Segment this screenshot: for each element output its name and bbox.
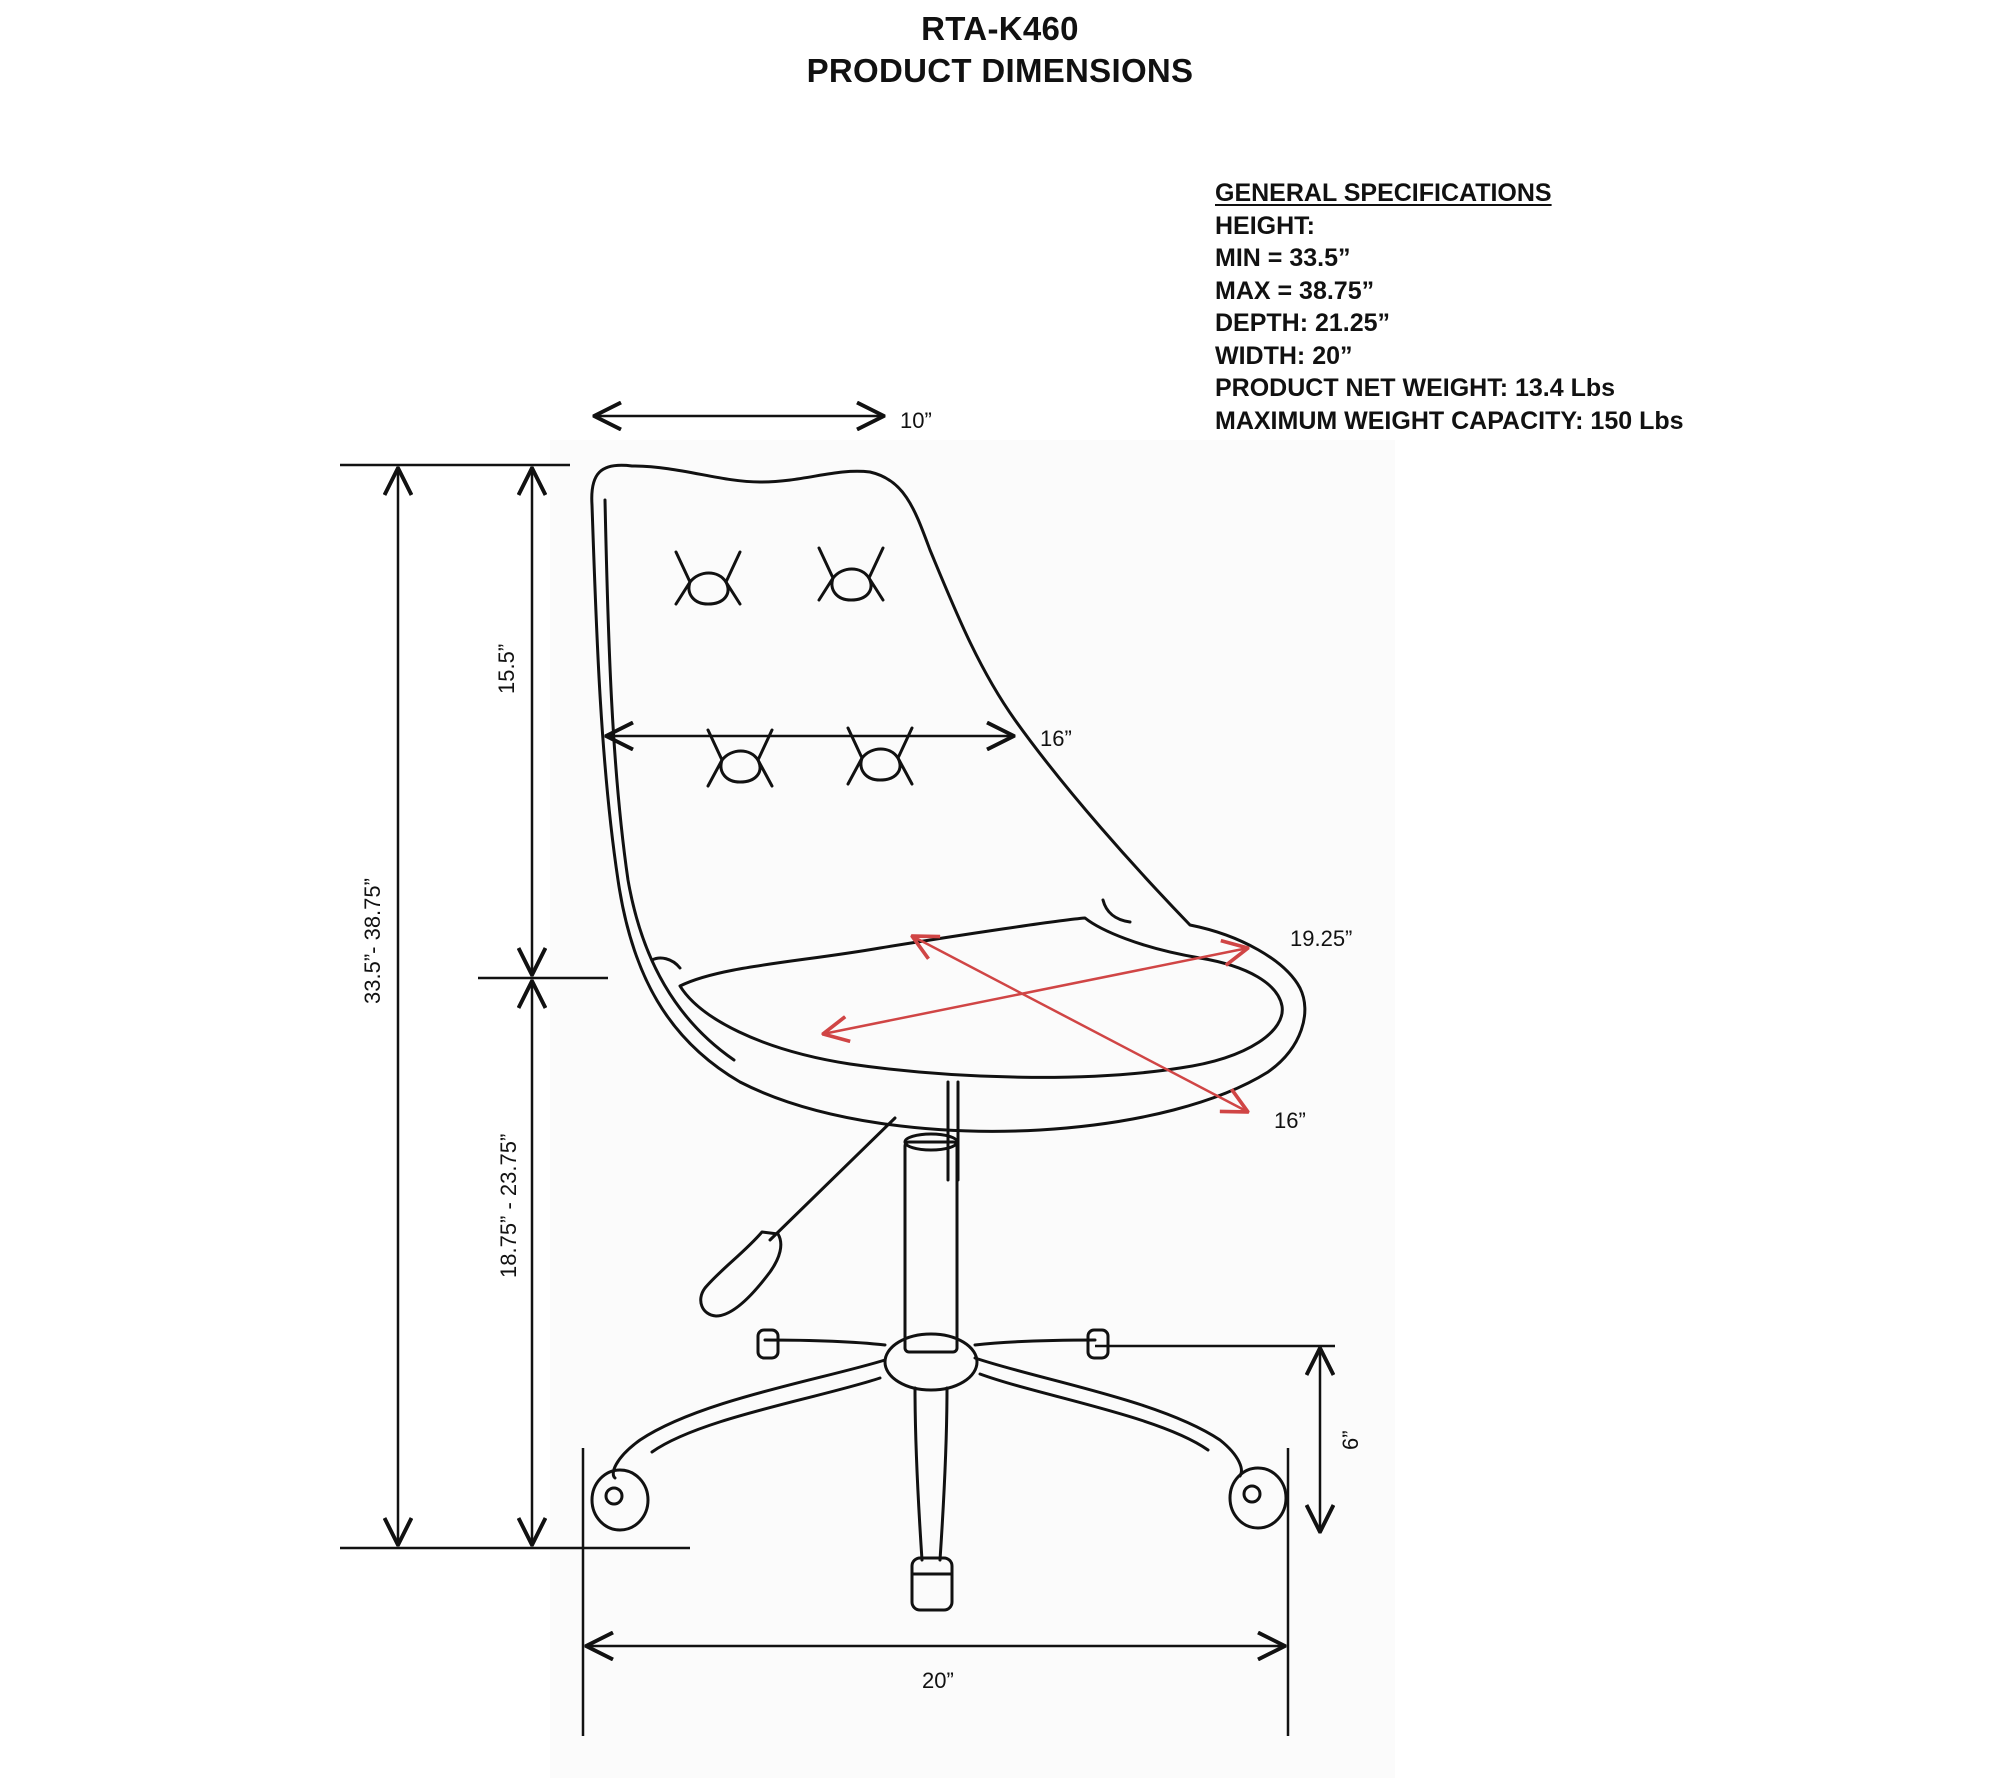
spec-height-max: MAX = 38.75” bbox=[1215, 276, 1375, 305]
page-title: PRODUCT DIMENSIONS bbox=[806, 52, 1194, 89]
leg-left bbox=[613, 1360, 885, 1478]
seat-cushion bbox=[680, 918, 1282, 1077]
specs-heading: GENERAL SPECIFICATIONS bbox=[1215, 179, 1552, 207]
spec-height-label: HEIGHT: bbox=[1215, 211, 1315, 240]
chair-outline bbox=[592, 465, 1305, 1610]
label-base-width: 20” bbox=[922, 1668, 954, 1693]
leg-right bbox=[975, 1358, 1241, 1476]
model-number: RTA-K460 bbox=[921, 10, 1079, 47]
seat-diagonal-arrows bbox=[823, 936, 1248, 1112]
label-seat-diagonal-b: 16” bbox=[1274, 1108, 1306, 1133]
lever-handle bbox=[701, 1232, 781, 1316]
label-seat-height: 18.75” - 23.75” bbox=[496, 1133, 521, 1278]
spec-depth: DEPTH: 21.25” bbox=[1215, 309, 1391, 337]
spec-net-weight: PRODUCT NET WEIGHT: 13.4 Lbs bbox=[1215, 374, 1616, 402]
leg-front bbox=[915, 1388, 947, 1560]
leg-back-left bbox=[765, 1340, 885, 1345]
lever-arm bbox=[770, 1118, 895, 1240]
spec-max-capacity: MAXIMUM WEIGHT CAPACITY: 150 Lbs bbox=[1215, 406, 1684, 435]
tufting-buttons bbox=[676, 548, 912, 786]
dimension-lines bbox=[340, 416, 1335, 1736]
seat-edge-right bbox=[1103, 900, 1130, 922]
label-base-height: 6” bbox=[1338, 1430, 1363, 1450]
label-backrest-height: 15.5” bbox=[494, 643, 519, 694]
label-backrest-top-width: 10” bbox=[900, 408, 932, 433]
leg-back-right bbox=[975, 1340, 1095, 1345]
casters bbox=[592, 1330, 1286, 1610]
backrest-inner-edge bbox=[605, 500, 734, 1060]
base-hub bbox=[885, 1334, 977, 1390]
dim-line-seat-diagonal-a bbox=[823, 948, 1248, 1034]
dimension-labels bbox=[360, 408, 1363, 1693]
label-seat-diagonal-a: 19.25” bbox=[1290, 926, 1353, 951]
spec-width: WIDTH: 20” bbox=[1215, 341, 1353, 370]
spec-height-min: MIN = 33.5” bbox=[1215, 244, 1351, 272]
label-overall-height: 33.5”- 38.75” bbox=[360, 878, 385, 1004]
label-backrest-width: 16” bbox=[1040, 726, 1072, 751]
dim-line-seat-diagonal-b bbox=[912, 936, 1248, 1112]
